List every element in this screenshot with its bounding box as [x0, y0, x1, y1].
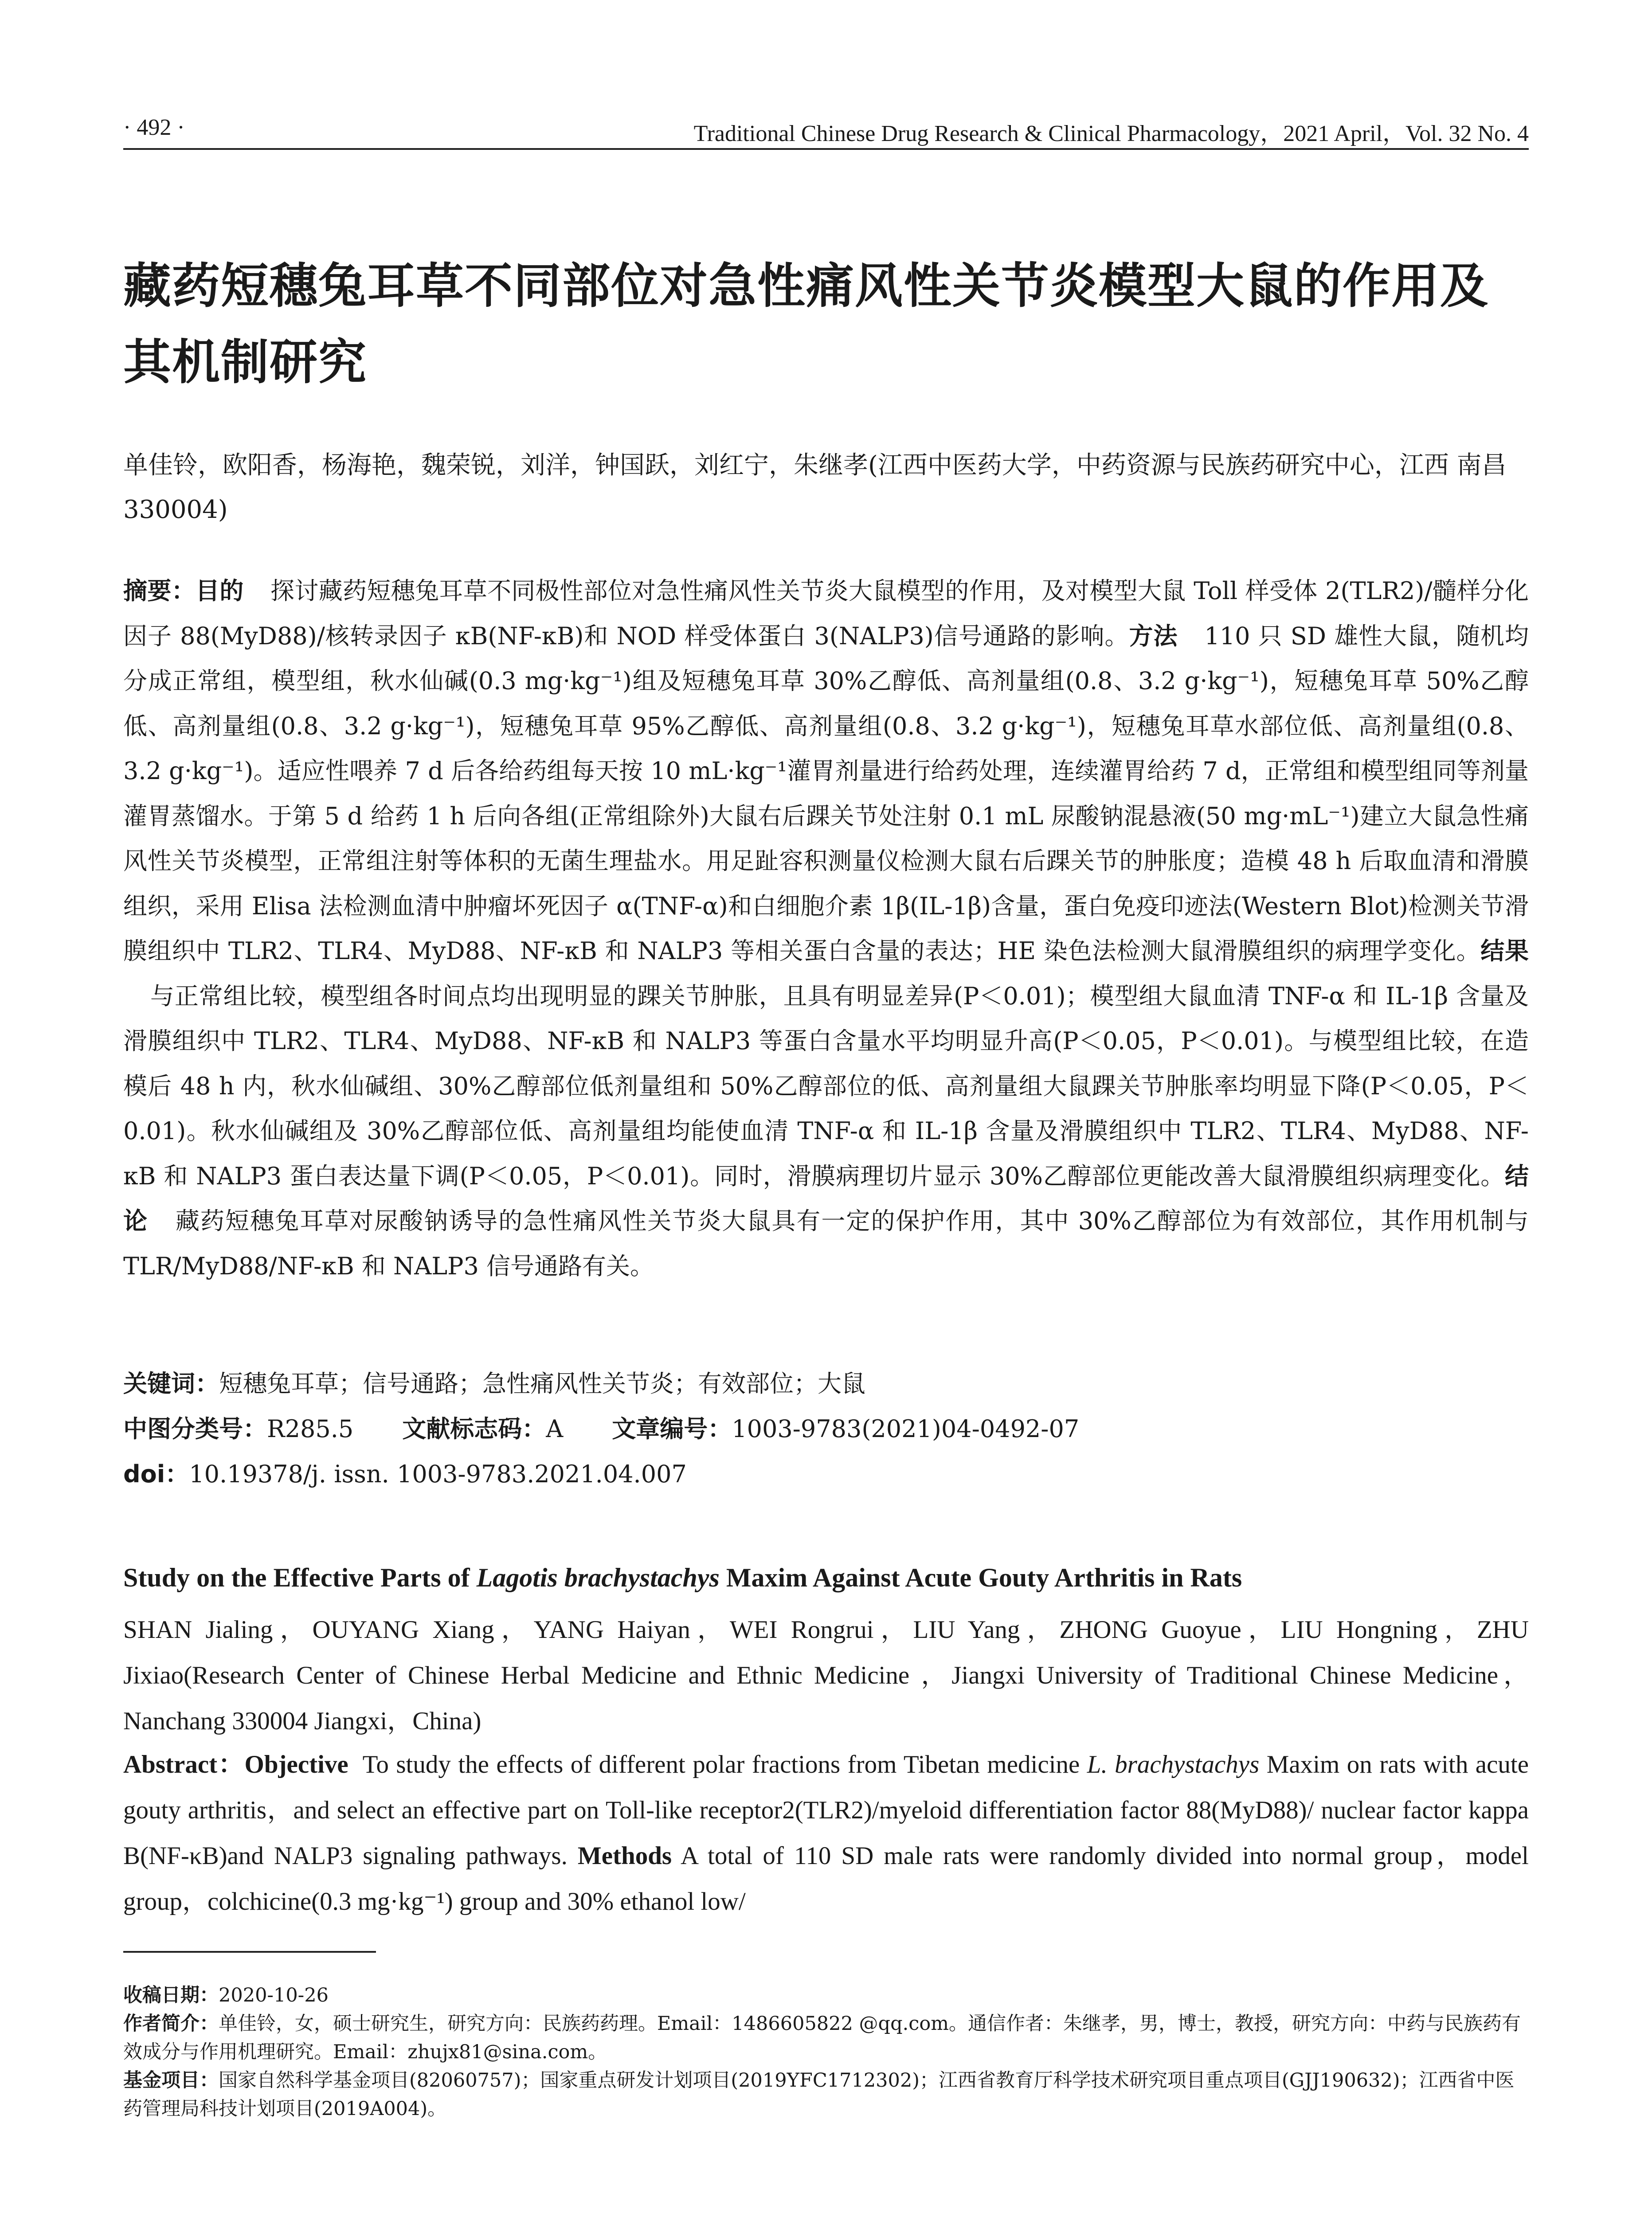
english-methods-text: A total of 110 SD male rats were randomly divided into normal group，model group，colchicine(0.3 mg·kg⁻¹) group and 30% ethanol low/ — [123, 1842, 1529, 1915]
english-abstract-label: Abstract： — [123, 1751, 245, 1778]
methods-text: 110 只 SD 雄性大鼠，随机均分成正常组，模型组，秋水仙碱(0.3 mg·kg⁻¹)组及短穗兔耳草 30%乙醇低、高剂量组(0.8、3.2 g·kg⁻¹)，短穗兔耳草 50%乙醇低、高剂量组(0.8、3.2 g·kg⁻¹)，短穗兔耳草 95%乙醇低、高剂量组(0.8、3.2 g·kg⁻¹)，短穗兔耳草水部位低、高剂量组(0.8、3.2 g·kg⁻¹)。适应性喂养 7 d 后各给药组每天按 10 mL·kg⁻¹灌胃剂量进行给药处理，连续灌胃给药 7 d，正常组和模型组同等剂量灌胃蒸馏水。于第 5 d 给药 1 h 后向各组(正常组除外)大鼠右后踝关节处注射 0.1 mL 尿酸钠混悬液(50 mg·mL⁻¹)建立大鼠急性痛风性关节炎模型，正常组注射等体积的无菌生理盐水。用足趾容积测量仪检测大鼠右后踝关节的肿胀度；造模 48 h 后取血清和滑膜组织，采用 Elisa 法检测血清中肿瘤坏死因子 α(TNF-α)和白细胞介素 1β(IL-1β)含量，蛋白免疫印迹法(Western Blot)检测关节滑膜组织中 TLR2、TLR4、MyD88、NF-κB 和 NALP3 等相关蛋白含量的表达；HE 染色法检测大鼠滑膜组织的病理学变化。 — [123, 622, 1529, 965]
article-number-value: 1003-9783(2021)04-0492-07 — [732, 1415, 1080, 1443]
english-abstract — [123, 1742, 1529, 1924]
author-note-text: 单佳铃，女，硕士研究生，研究方向：民族药药理。Email：1486605822 @qq.com。通信作者：朱继孝，男，博士，教授，研究方向：中药与民族药有效成分与作用机理研究。Email：zhujx81@sina.com。 — [123, 2013, 1521, 2063]
results-label: 结果 — [1480, 937, 1529, 965]
clc-label: 中图分类号： — [123, 1415, 267, 1443]
objective-label: 目的 — [196, 577, 244, 605]
conclusion-text: 藏药短穗兔耳草对尿酸钠诱导的急性痛风性关节炎大鼠具有一定的保护作用，其中 30%乙醇部位为有效部位，其作用机制与 TLR/MyD88/NF-κB 和 NALP3 信号通路有关。 — [123, 1207, 1529, 1280]
english-objective-pre: To study the effects of different polar fractions from Tibetan medicine — [362, 1751, 1087, 1778]
header-rule — [123, 148, 1529, 150]
footnote-rule — [123, 1951, 376, 1953]
running-head — [123, 114, 1529, 145]
doi-value: 10.19378/j. issn. 1003-9783.2021.04.007 — [189, 1460, 687, 1488]
keywords-label: 关键词： — [123, 1370, 219, 1398]
chinese-abstract — [123, 568, 1529, 1289]
doc-code-value: A — [546, 1415, 564, 1443]
author-affiliation: 单佳铃，欧阳香，杨海艳，魏荣锐，刘洋，钟国跃，刘红宁，朱继孝(江西中医药大学，中药资源与民族药研究中心，江西 南昌 330004) — [123, 451, 1507, 524]
author-note-label: 作者简介： — [123, 2013, 219, 2035]
english-title-pre: Study on the Effective Parts of — [123, 1563, 477, 1592]
english-objective-species: L. brachystachys — [1087, 1751, 1260, 1778]
classification-line — [123, 1410, 1529, 1444]
conclusion-label: 结论 — [123, 1162, 1529, 1235]
abstract-label: 摘要： — [123, 577, 196, 605]
received-date: 2020-10-26 — [219, 1984, 329, 2006]
clc-value: R285.5 — [267, 1415, 354, 1443]
english-objective-post: Maxim on rats with acute gouty arthritis，and select an effective part on Toll-like receptor2(TLR2)/myeloid differentiation factor 88(MyD88)/ nuclear factor kappa B(NF-κB)and NALP3 signaling pathways. — [123, 1751, 1529, 1870]
footnotes — [123, 1981, 1529, 2123]
fund-text: 国家自然科学基金项目(82060757)；国家重点研发计划项目(2019YFC1712302)；江西省教育厅科学技术研究项目重点项目(GJJ190632)；江西省中医药管理局科技计划项目(2019A004)。 — [123, 2069, 1515, 2120]
english-title-post: Maxim Against Acute Gouty Arthritis in Rats — [719, 1563, 1242, 1592]
author-note — [123, 2009, 1529, 2066]
journal-citation: Traditional Chinese Drug Research & Clinical Pharmacology，2021 April，Vol. 32 No. 4 — [693, 121, 1529, 146]
article-title: 藏药短穗兔耳草不同部位对急性痛风性关节炎模型大鼠的作用及其机制研究 — [123, 259, 1489, 390]
doi-line — [123, 1455, 1529, 1489]
objective-text: 探讨藏药短穗兔耳草不同极性部位对急性痛风性关节炎大鼠模型的作用，及对模型大鼠 Toll 样受体 2(TLR2)/髓样分化因子 88(MyD88)/核转录因子 κB(NF-κB)和 NOD 样受体蛋白 3(NALP3)信号通路的影响。 — [123, 577, 1529, 650]
doc-code-label: 文献标志码： — [402, 1415, 546, 1443]
received-label: 收稿日期： — [123, 1984, 219, 2006]
english-authors: SHAN Jialing，OUYANG Xiang，YANG Haiyan，WEI Rongrui，LIU Yang，ZHONG Guoyue，LIU Hongning，ZHU Jixiao(Research Center of Chinese Herbal Medicine and Ethnic Medicine ，Jiangxi University of Traditional Chinese Medicine，Nanchang 330004 Jiangxi，China) — [123, 1616, 1529, 1735]
results-text: 与正常组比较，模型组各时间点均出现明显的踝关节肿胀，且具有明显差异(P＜0.01)；模型组大鼠血清 TNF-α 和 IL-1β 含量及滑膜组织中 TLR2、TLR4、MyD88、NF-κB 和 NALP3 等蛋白含量水平均明显升高(P＜0.05，P＜0.01)。与模型组比较，在造模后 48 h 内，秋水仙碱组、30%乙醇部位低剂量组和 50%乙醇部位的低、高剂量组大鼠踝关节肿胀率均明显下降(P＜0.05，P＜0.01)。秋水仙碱组及 30%乙醇部位低、高剂量组均能使血清 TNF-α 和 IL-1β 含量及滑膜组织中 TLR2、TLR4、MyD88、NF-κB 和 NALP3 蛋白表达量下调(P＜0.05，P＜0.01)。同时，滑膜病理切片显示 30%乙醇部位更能改善大鼠滑膜组织病理变化。 — [123, 982, 1529, 1190]
english-title — [123, 1563, 1529, 1593]
received-note — [123, 1981, 1529, 2009]
doi-label: doi： — [123, 1460, 189, 1488]
english-title-species: Lagotis brachystachys — [476, 1563, 720, 1592]
keywords-text: 短穗兔耳草；信号通路；急性痛风性关节炎；有效部位；大鼠 — [219, 1370, 865, 1398]
fund-label: 基金项目： — [123, 2069, 219, 2092]
english-objective-label: Objective — [244, 1751, 348, 1778]
article-number-label: 文章编号： — [612, 1415, 732, 1443]
english-methods-label: Methods — [577, 1842, 672, 1870]
fund-note — [123, 2066, 1529, 2123]
methods-label: 方法 — [1129, 622, 1178, 650]
keywords-line — [123, 1365, 1529, 1399]
page-number: · 492 · — [123, 115, 185, 140]
